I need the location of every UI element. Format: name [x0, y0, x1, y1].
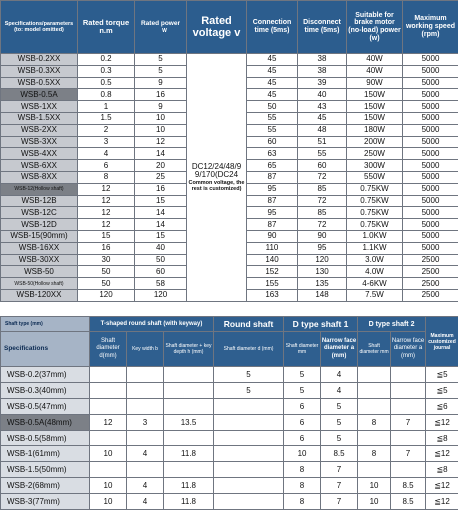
d2-narrow-cell — [391, 398, 426, 414]
key-depth-cell: 11.8 — [164, 478, 214, 494]
header-motor: Suitable for brake motor (no-load) power (w) — [347, 1, 403, 54]
d2-narrow-cell: 7 — [391, 414, 426, 430]
motor-cell: 0.75KW — [347, 195, 403, 207]
key-width-cell — [127, 462, 164, 478]
speed-cell: 2500 — [403, 266, 458, 278]
power-cell: 5 — [135, 54, 187, 66]
motor-cell: 0.75KW — [347, 183, 403, 195]
motor-cell: 300W — [347, 160, 403, 172]
connection-cell: 65 — [247, 160, 298, 172]
d2-diameter-cell — [358, 430, 391, 446]
model-cell: WSB-0.5A(48mm) — [1, 414, 90, 430]
motor-cell: 180W — [347, 124, 403, 136]
connection-cell: 63 — [247, 148, 298, 160]
model-cell: WSB-1.5(50mm) — [1, 462, 90, 478]
model-cell: WSB-0.2XX — [1, 54, 78, 66]
header-power-unit: W — [162, 28, 167, 34]
disconnect-cell: 148 — [298, 289, 347, 301]
disconnect-cell: 72 — [298, 219, 347, 231]
key-depth-cell — [164, 367, 214, 383]
model-cell: WSB-1(61mm) — [1, 446, 90, 462]
voltage-cell — [187, 54, 247, 302]
connection-cell: 55 — [247, 112, 298, 124]
round-diameter-cell — [214, 398, 284, 414]
speed-cell: 5000 — [403, 89, 458, 101]
shaft-diameter-cell: 10 — [90, 478, 127, 494]
motor-cell: 150W — [347, 112, 403, 124]
model-cell: WSB-2XX — [1, 124, 78, 136]
power-cell: 15 — [135, 230, 187, 242]
torque-cell: 12 — [78, 195, 135, 207]
connection-cell: 45 — [247, 89, 298, 101]
d1-diameter-cell: 8 — [284, 478, 321, 494]
torque-cell: 0.5 — [78, 77, 135, 89]
key-width-cell — [127, 367, 164, 383]
header-spec: Specifications/parameters (to: model omitted) — [1, 1, 78, 54]
connection-cell: 95 — [247, 183, 298, 195]
model-cell: WSB-6XX — [1, 160, 78, 172]
header-speed: Maximum working speed (rpm) — [403, 1, 458, 54]
torque-cell: 12 — [78, 219, 135, 231]
connection-cell: 95 — [247, 207, 298, 219]
disconnect-cell: 85 — [298, 207, 347, 219]
power-cell: 50 — [135, 254, 187, 266]
disconnect-cell: 39 — [298, 77, 347, 89]
disconnect-cell: 60 — [298, 160, 347, 172]
motor-cell: 250W — [347, 148, 403, 160]
connection-cell: 60 — [247, 136, 298, 148]
disconnect-cell: 120 — [298, 254, 347, 266]
speed-cell: 5000 — [403, 112, 458, 124]
motor-cell: 3.0W — [347, 254, 403, 266]
motor-cell: 90W — [347, 77, 403, 89]
shaft-diameter-cell: 10 — [90, 494, 127, 510]
speed-cell: 5000 — [403, 77, 458, 89]
disconnect-cell: 135 — [298, 278, 347, 290]
d1-diameter-cell: 10 — [284, 446, 321, 462]
motor-cell: 4-6KW — [347, 278, 403, 290]
d1-narrow-cell: 8.5 — [321, 446, 358, 462]
header-key-depth: Shaft diameter + key depth h (mm) — [164, 332, 214, 367]
header-round-diameter: Shaft diameter d (mm) — [214, 332, 284, 367]
torque-cell: 8 — [78, 171, 135, 183]
brake-spec-body — [1, 54, 458, 302]
header-torque: Rated torque n.m — [78, 1, 135, 54]
motor-cell: 200W — [347, 136, 403, 148]
d2-diameter-cell — [358, 462, 391, 478]
connection-cell: 140 — [247, 254, 298, 266]
speed-cell: 5000 — [403, 54, 458, 66]
header-power-label: Rated power — [141, 20, 180, 27]
power-cell: 10 — [135, 112, 187, 124]
motor-cell: 1.0KW — [347, 230, 403, 242]
model-cell: WSB-3XX — [1, 136, 78, 148]
shaft-spec-body — [1, 367, 458, 510]
round-diameter-cell — [214, 478, 284, 494]
d2-narrow-cell: 8.5 — [391, 494, 426, 510]
d2-diameter-cell: 8 — [358, 446, 391, 462]
torque-cell: 30 — [78, 254, 135, 266]
d1-narrow-cell: 7 — [321, 478, 358, 494]
round-diameter-cell — [214, 430, 284, 446]
max-journal-cell: ≦5 — [426, 367, 458, 383]
model-cell: WSB-0.5A — [1, 89, 78, 101]
connection-cell: 45 — [247, 54, 298, 66]
model-cell: WSB-1XX — [1, 101, 78, 113]
power-cell: 120 — [135, 289, 187, 301]
speed-cell: 5000 — [403, 160, 458, 172]
model-cell: WSB-0.3XX — [1, 65, 78, 77]
key-width-cell — [127, 430, 164, 446]
key-width-cell: 4 — [127, 446, 164, 462]
torque-cell: 0.8 — [78, 89, 135, 101]
connection-cell: 45 — [247, 77, 298, 89]
model-cell: WSB-2(68mm) — [1, 478, 90, 494]
power-cell: 40 — [135, 242, 187, 254]
power-cell: 5 — [135, 65, 187, 77]
table-row — [1, 478, 458, 494]
header-connection: Connection time (5ms) — [247, 1, 298, 54]
speed-cell: 2500 — [403, 278, 458, 290]
header-t-shaped: T-shaped round shaft (with keyway) — [90, 317, 214, 332]
speed-cell: 5000 — [403, 171, 458, 183]
shaft-diameter-cell — [90, 398, 127, 414]
disconnect-cell: 95 — [298, 242, 347, 254]
d1-diameter-cell: 8 — [284, 462, 321, 478]
motor-cell: 40W — [347, 54, 403, 66]
disconnect-cell: 40 — [298, 89, 347, 101]
header-disconnect: Disconnect time (5ms) — [298, 1, 347, 54]
round-diameter-cell — [214, 462, 284, 478]
d2-diameter-cell — [358, 367, 391, 383]
table-row — [1, 367, 458, 383]
power-cell: 14 — [135, 148, 187, 160]
speed-cell: 5000 — [403, 195, 458, 207]
connection-cell: 87 — [247, 219, 298, 231]
header-power — [135, 1, 187, 54]
power-cell: 25 — [135, 171, 187, 183]
d2-narrow-cell — [391, 367, 426, 383]
torque-cell: 1.5 — [78, 112, 135, 124]
shaft-spec-table — [0, 316, 458, 510]
d1-narrow-cell: 4 — [321, 367, 358, 383]
d2-narrow-cell — [391, 462, 426, 478]
disconnect-cell: 55 — [298, 148, 347, 160]
model-cell: WSB-30XX — [1, 254, 78, 266]
torque-cell: 0.3 — [78, 65, 135, 77]
power-cell: 16 — [135, 89, 187, 101]
motor-cell: 150W — [347, 89, 403, 101]
model-cell: WSB-4XX — [1, 148, 78, 160]
connection-cell: 110 — [247, 242, 298, 254]
d1-narrow-cell: 7 — [321, 462, 358, 478]
header-d2-diameter: Shaft diameter mm — [358, 332, 391, 367]
connection-cell: 87 — [247, 195, 298, 207]
d1-diameter-cell: 5 — [284, 367, 321, 383]
d2-narrow-cell: 8.5 — [391, 478, 426, 494]
power-cell: 16 — [135, 183, 187, 195]
torque-cell: 120 — [78, 289, 135, 301]
shaft-diameter-cell — [90, 367, 127, 383]
d2-diameter-cell: 10 — [358, 494, 391, 510]
speed-cell: 5000 — [403, 148, 458, 160]
header-key-width: Key width b — [127, 332, 164, 367]
speed-cell: 5000 — [403, 101, 458, 113]
torque-cell: 50 — [78, 278, 135, 290]
max-journal-cell: ≦5 — [426, 382, 458, 398]
voltage-text: DC12/24/48/99/170(DC24 — [187, 163, 246, 181]
torque-cell: 4 — [78, 148, 135, 160]
header-shaft-type: Shaft type (mm) — [1, 317, 90, 332]
header-d2-narrow: Narrow face diameter a (mm) — [391, 332, 426, 367]
torque-cell: 12 — [78, 207, 135, 219]
torque-cell: 15 — [78, 230, 135, 242]
max-journal-cell: ≦6 — [426, 398, 458, 414]
power-cell: 12 — [135, 136, 187, 148]
motor-cell: 7.5W — [347, 289, 403, 301]
model-cell: WSB-8XX — [1, 171, 78, 183]
power-cell: 10 — [135, 124, 187, 136]
d1-diameter-cell: 6 — [284, 398, 321, 414]
round-diameter-cell — [214, 414, 284, 430]
motor-cell: 0.75KW — [347, 207, 403, 219]
header-d1-narrow: Narrow face diameter a (mm) — [321, 332, 358, 367]
model-cell: WSB-0.2(37mm) — [1, 367, 90, 383]
d1-narrow-cell: 5 — [321, 398, 358, 414]
header-round-shaft: Round shaft — [214, 317, 284, 332]
key-depth-cell — [164, 462, 214, 478]
connection-cell: 163 — [247, 289, 298, 301]
motor-cell: 150W — [347, 101, 403, 113]
power-cell: 58 — [135, 278, 187, 290]
power-cell: 9 — [135, 77, 187, 89]
disconnect-cell: 48 — [298, 124, 347, 136]
d1-diameter-cell: 5 — [284, 382, 321, 398]
disconnect-cell: 85 — [298, 183, 347, 195]
torque-cell: 0.2 — [78, 54, 135, 66]
header-specifications: Specifications — [1, 332, 90, 367]
key-width-cell: 4 — [127, 494, 164, 510]
max-journal-cell: ≦12 — [426, 446, 458, 462]
d2-narrow-cell — [391, 430, 426, 446]
connection-cell: 155 — [247, 278, 298, 290]
model-cell: WSB-12(Hollow shaft) — [1, 183, 78, 195]
model-cell: WSB-0.5(58mm) — [1, 430, 90, 446]
d2-diameter-cell: 10 — [358, 478, 391, 494]
connection-cell: 87 — [247, 171, 298, 183]
shaft-diameter-cell — [90, 462, 127, 478]
table-row — [1, 414, 458, 430]
header-d-type-1: D type shaft 1 — [284, 317, 358, 332]
disconnect-cell: 90 — [298, 230, 347, 242]
max-journal-cell: ≦8 — [426, 430, 458, 446]
d2-diameter-cell — [358, 382, 391, 398]
power-cell: 14 — [135, 219, 187, 231]
model-cell: WSB-1.5XX — [1, 112, 78, 124]
header-d1-diameter: Shaft diameter mm — [284, 332, 321, 367]
table-row — [1, 446, 458, 462]
d1-narrow-cell: 7 — [321, 494, 358, 510]
round-diameter-cell: 5 — [214, 382, 284, 398]
shaft-diameter-cell: 10 — [90, 446, 127, 462]
connection-cell: 55 — [247, 124, 298, 136]
key-width-cell: 4 — [127, 478, 164, 494]
torque-cell: 12 — [78, 183, 135, 195]
motor-cell: 1.1KW — [347, 242, 403, 254]
speed-cell: 5000 — [403, 136, 458, 148]
speed-cell: 2500 — [403, 254, 458, 266]
shaft-diameter-cell — [90, 430, 127, 446]
key-depth-cell: 11.8 — [164, 494, 214, 510]
max-journal-cell: ≦12 — [426, 414, 458, 430]
torque-cell: 1 — [78, 101, 135, 113]
disconnect-cell: 38 — [298, 65, 347, 77]
d2-diameter-cell — [358, 398, 391, 414]
model-cell: WSB-120XX — [1, 289, 78, 301]
key-width-cell — [127, 382, 164, 398]
speed-cell: 5000 — [403, 124, 458, 136]
model-cell: WSB-12D — [1, 219, 78, 231]
key-depth-cell — [164, 382, 214, 398]
torque-cell: 16 — [78, 242, 135, 254]
connection-cell: 45 — [247, 65, 298, 77]
d1-diameter-cell: 6 — [284, 414, 321, 430]
disconnect-cell: 51 — [298, 136, 347, 148]
motor-cell: 0.75KW — [347, 219, 403, 231]
motor-cell: 550W — [347, 171, 403, 183]
motor-cell: 4.0W — [347, 266, 403, 278]
shaft-diameter-cell — [90, 382, 127, 398]
d2-narrow-cell — [391, 382, 426, 398]
speed-cell: 5000 — [403, 183, 458, 195]
model-cell: WSB-12C — [1, 207, 78, 219]
power-cell: 9 — [135, 101, 187, 113]
model-cell: WSB-12B — [1, 195, 78, 207]
model-cell: WSB-3(77mm) — [1, 494, 90, 510]
power-cell: 20 — [135, 160, 187, 172]
connection-cell: 50 — [247, 101, 298, 113]
round-diameter-cell — [214, 446, 284, 462]
torque-cell: 50 — [78, 266, 135, 278]
d1-diameter-cell: 8 — [284, 494, 321, 510]
torque-cell: 6 — [78, 160, 135, 172]
round-diameter-cell — [214, 494, 284, 510]
speed-cell: 5000 — [403, 207, 458, 219]
key-width-cell — [127, 398, 164, 414]
key-depth-cell — [164, 430, 214, 446]
model-cell: WSB-16XX — [1, 242, 78, 254]
round-diameter-cell: 5 — [214, 367, 284, 383]
max-journal-cell: ≦12 — [426, 494, 458, 510]
power-cell: 60 — [135, 266, 187, 278]
max-journal-cell: ≦8 — [426, 462, 458, 478]
speed-cell: 5000 — [403, 219, 458, 231]
disconnect-cell: 130 — [298, 266, 347, 278]
speed-cell: 5000 — [403, 242, 458, 254]
model-cell: WSB-15(90mm) — [1, 230, 78, 242]
connection-cell: 90 — [247, 230, 298, 242]
torque-cell: 3 — [78, 136, 135, 148]
d1-diameter-cell: 6 — [284, 430, 321, 446]
power-cell: 14 — [135, 207, 187, 219]
key-depth-cell: 11.8 — [164, 446, 214, 462]
table-row — [1, 54, 458, 66]
model-cell: WSB-50(Hollow shaft) — [1, 278, 78, 290]
disconnect-cell: 72 — [298, 195, 347, 207]
table-row — [1, 398, 458, 414]
d2-narrow-cell: 7 — [391, 446, 426, 462]
d1-narrow-cell: 5 — [321, 430, 358, 446]
model-cell: WSB-50 — [1, 266, 78, 278]
model-cell: WSB-0.5XX — [1, 77, 78, 89]
table-row — [1, 382, 458, 398]
model-cell: WSB-0.3(40mm) — [1, 382, 90, 398]
disconnect-cell: 38 — [298, 54, 347, 66]
disconnect-cell: 43 — [298, 101, 347, 113]
header-d-type-2: D type shaft 2 — [358, 317, 426, 332]
model-cell: WSB-0.5(47mm) — [1, 398, 90, 414]
speed-cell: 5000 — [403, 65, 458, 77]
torque-cell: 2 — [78, 124, 135, 136]
disconnect-cell: 45 — [298, 112, 347, 124]
max-journal-cell: ≦12 — [426, 478, 458, 494]
shaft-diameter-cell: 12 — [90, 414, 127, 430]
power-cell: 15 — [135, 195, 187, 207]
header-shaft-diameter: Shaft diameter d(mm) — [90, 332, 127, 367]
disconnect-cell: 72 — [298, 171, 347, 183]
speed-cell: 2500 — [403, 289, 458, 301]
d1-narrow-cell: 5 — [321, 414, 358, 430]
header-voltage: Rated voltage v — [187, 1, 247, 54]
key-depth-cell — [164, 398, 214, 414]
table-row — [1, 462, 458, 478]
motor-cell: 40W — [347, 65, 403, 77]
voltage-note: Common voltage, the rest is customized) — [187, 180, 246, 192]
header-max-journal: Maximum customized journal — [426, 317, 458, 367]
connection-cell: 152 — [247, 266, 298, 278]
speed-cell: 5000 — [403, 230, 458, 242]
table-row — [1, 430, 458, 446]
table-row — [1, 494, 458, 510]
d1-narrow-cell: 4 — [321, 382, 358, 398]
d2-diameter-cell: 8 — [358, 414, 391, 430]
key-depth-cell: 13.5 — [164, 414, 214, 430]
key-width-cell: 3 — [127, 414, 164, 430]
